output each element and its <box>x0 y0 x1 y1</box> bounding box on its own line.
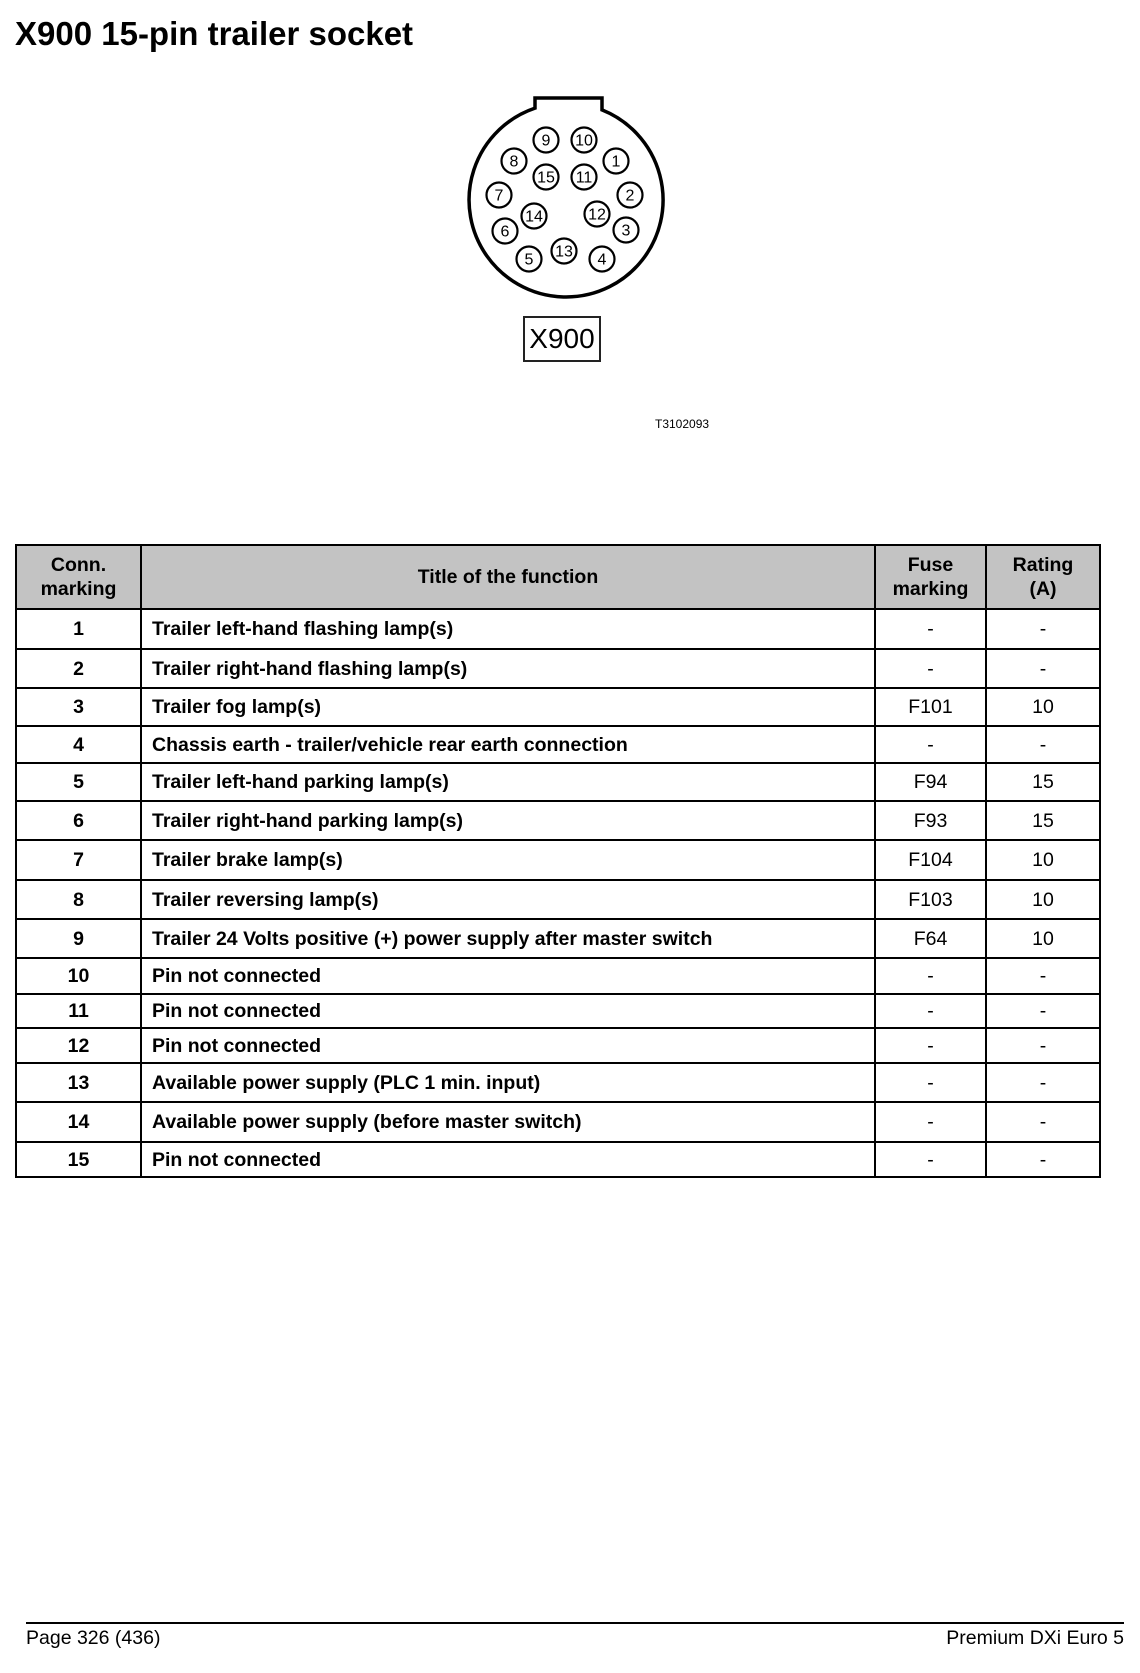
function-title-cell: Trailer reversing lamp(s) <box>141 880 875 919</box>
table-row <box>16 958 1100 994</box>
rating-cell: - <box>986 994 1100 1028</box>
pin-2 <box>618 183 643 208</box>
pin-15 <box>534 165 559 190</box>
rating-cell: - <box>986 958 1100 994</box>
conn-marking-cell: 2 <box>16 649 141 688</box>
figure-code: T3102093 <box>655 417 710 431</box>
function-title-cell: Pin not connected <box>141 1028 875 1063</box>
function-title-cell: Chassis earth - trailer/vehicle rear earth connection <box>141 726 875 763</box>
table-row <box>16 880 1100 919</box>
function-title-cell: Trailer right-hand parking lamp(s) <box>141 801 875 840</box>
header-rating: Rating (A) <box>986 545 1100 609</box>
pin-number: 15 <box>537 169 555 187</box>
table-row <box>16 726 1100 763</box>
fuse-marking-cell: - <box>875 1142 986 1177</box>
function-title-cell: Trailer 24 Volts positive (+) power supply after master switch <box>141 919 875 958</box>
table-row <box>16 994 1100 1028</box>
pin-number: 4 <box>597 251 607 269</box>
conn-marking-cell: 5 <box>16 763 141 801</box>
table-row <box>16 801 1100 840</box>
connector-diagram <box>460 85 670 305</box>
pin-number: 10 <box>575 132 593 150</box>
conn-marking-cell: 13 <box>16 1063 141 1102</box>
conn-marking-cell: 11 <box>16 994 141 1028</box>
table-row <box>16 688 1100 726</box>
rating-cell: 15 <box>986 801 1100 840</box>
function-title-cell: Trailer fog lamp(s) <box>141 688 875 726</box>
conn-marking-cell: 7 <box>16 840 141 880</box>
function-title-cell: Pin not connected <box>141 1142 875 1177</box>
pin-number: 14 <box>525 208 543 226</box>
pin-number: 1 <box>611 153 621 171</box>
rating-cell: 10 <box>986 840 1100 880</box>
pin-number: 9 <box>541 132 551 150</box>
fuse-marking-cell: - <box>875 726 986 763</box>
pin-1 <box>604 149 629 174</box>
rating-cell: - <box>986 649 1100 688</box>
pin-7 <box>487 183 512 208</box>
connector-label-text: X900 <box>529 323 595 354</box>
pin-number: 2 <box>625 187 635 205</box>
function-title-cell: Pin not connected <box>141 994 875 1028</box>
rating-cell: 10 <box>986 688 1100 726</box>
pin-12 <box>585 202 610 227</box>
connector-label <box>523 316 601 362</box>
fuse-marking-cell: - <box>875 958 986 994</box>
rating-cell: - <box>986 1028 1100 1063</box>
pin-13 <box>552 239 577 264</box>
function-title-cell: Available power supply (before master switch) <box>141 1102 875 1142</box>
rating-cell: - <box>986 609 1100 649</box>
rating-cell: - <box>986 1102 1100 1142</box>
function-title-cell: Available power supply (PLC 1 min. input) <box>141 1063 875 1102</box>
conn-marking-cell: 3 <box>16 688 141 726</box>
table-row <box>16 763 1100 801</box>
function-title-cell: Pin not connected <box>141 958 875 994</box>
pin-number: 8 <box>509 153 519 171</box>
pin-3 <box>614 218 639 243</box>
function-title-cell: Trailer left-hand flashing lamp(s) <box>141 609 875 649</box>
pin-number: 6 <box>500 223 510 241</box>
rating-cell: 15 <box>986 763 1100 801</box>
footer-divider <box>26 1622 1124 1624</box>
conn-marking-cell: 4 <box>16 726 141 763</box>
table-header-row <box>16 545 1100 609</box>
conn-marking-cell: 6 <box>16 801 141 840</box>
page-title: X900 15-pin trailer socket <box>15 15 414 52</box>
table-header <box>16 545 1100 609</box>
conn-marking-cell: 1 <box>16 609 141 649</box>
fuse-marking-cell: - <box>875 1063 986 1102</box>
rating-cell: - <box>986 1142 1100 1177</box>
pin-number: 13 <box>555 243 573 261</box>
conn-marking-cell: 12 <box>16 1028 141 1063</box>
fuse-marking-cell: F101 <box>875 688 986 726</box>
pin-4 <box>590 247 615 272</box>
function-title-cell: Trailer brake lamp(s) <box>141 840 875 880</box>
header-function-title: Title of the function <box>141 545 875 609</box>
fuse-marking-cell: F64 <box>875 919 986 958</box>
rating-cell: 10 <box>986 919 1100 958</box>
table-row <box>16 609 1100 649</box>
fuse-marking-cell: F104 <box>875 840 986 880</box>
table-body <box>16 609 1100 1177</box>
pin-number: 11 <box>575 169 593 187</box>
table-row <box>16 840 1100 880</box>
conn-marking-cell: 9 <box>16 919 141 958</box>
pin-number: 3 <box>621 222 631 240</box>
pin-layer <box>487 128 643 272</box>
fuse-marking-cell: - <box>875 649 986 688</box>
pin-number: 5 <box>524 251 534 269</box>
rating-cell: - <box>986 1063 1100 1102</box>
fuse-marking-cell: F94 <box>875 763 986 801</box>
conn-marking-cell: 14 <box>16 1102 141 1142</box>
conn-marking-cell: 8 <box>16 880 141 919</box>
pin-6 <box>493 219 518 244</box>
function-title-cell: Trailer right-hand flashing lamp(s) <box>141 649 875 688</box>
table-row <box>16 649 1100 688</box>
footer-document-title: Premium DXi Euro 5 <box>946 1627 1124 1649</box>
header-fuse-marking: Fuse marking <box>875 545 986 609</box>
table-row <box>16 1063 1100 1102</box>
table-row <box>16 919 1100 958</box>
conn-marking-cell: 15 <box>16 1142 141 1177</box>
header-conn-marking: Conn. marking <box>16 545 141 609</box>
rating-cell: - <box>986 726 1100 763</box>
table-row <box>16 1028 1100 1063</box>
pin-10 <box>572 128 597 153</box>
pin-number: 7 <box>494 187 504 205</box>
rating-cell: 10 <box>986 880 1100 919</box>
pin-5 <box>517 247 542 272</box>
conn-marking-cell: 10 <box>16 958 141 994</box>
table-row <box>16 1102 1100 1142</box>
table-row <box>16 1142 1100 1177</box>
footer-page-number: Page 326 (436) <box>26 1627 161 1649</box>
fuse-marking-cell: - <box>875 994 986 1028</box>
function-title-cell: Trailer left-hand parking lamp(s) <box>141 763 875 801</box>
pin-14 <box>522 204 547 229</box>
pin-number: 12 <box>588 206 606 224</box>
pin-9 <box>534 128 559 153</box>
pin-function-table <box>15 544 1101 1178</box>
fuse-marking-cell: - <box>875 609 986 649</box>
fuse-marking-cell: - <box>875 1028 986 1063</box>
pin-11 <box>572 165 597 190</box>
fuse-marking-cell: F103 <box>875 880 986 919</box>
pin-8 <box>502 149 527 174</box>
fuse-marking-cell: - <box>875 1102 986 1142</box>
fuse-marking-cell: F93 <box>875 801 986 840</box>
